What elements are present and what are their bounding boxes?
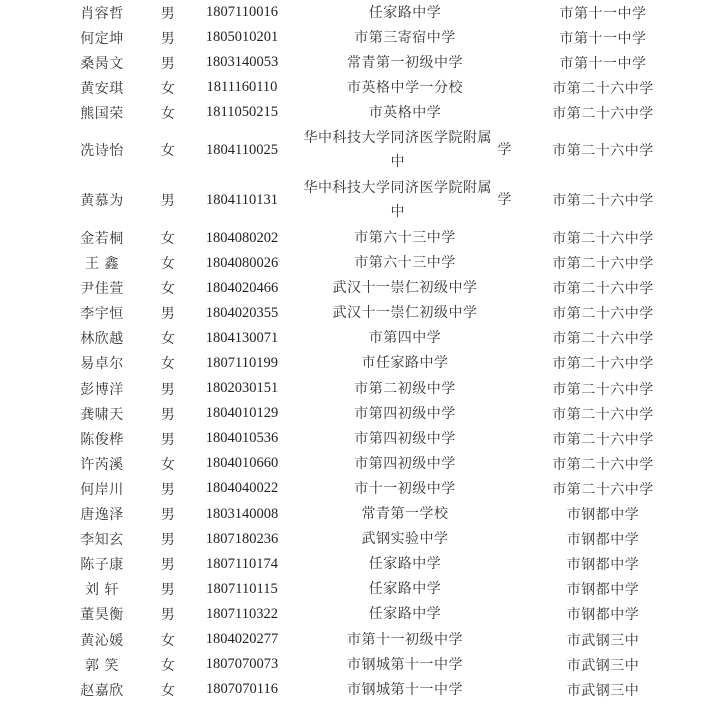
student-id: 1804110131 [206,191,278,208]
student-name: 何岸川 [80,481,124,498]
table-row [0,100,724,125]
student-id: 1807110174 [206,555,278,572]
table-row [0,351,724,376]
student-name: 何定坤 [80,30,124,47]
origin-school: 市钢城第十一中学 [347,656,463,673]
student-name: 桑昺文 [80,55,124,72]
table-row [0,602,724,627]
student-gender: 男 [160,381,176,398]
table-row [0,552,724,577]
student-gender: 男 [160,532,176,549]
student-id: 1804010536 [205,430,279,447]
table-row [0,25,724,50]
origin-school: 市钢城第十一中学 [347,681,463,698]
origin-school: 市英格中学 [368,104,442,121]
target-school: 市武钢三中 [566,657,640,674]
origin-school: 市任家路中学 [361,355,449,372]
student-id: 1803140008 [205,505,279,522]
student-name: 董昊衡 [80,607,124,624]
origin-school: 市第四初级中学 [354,455,456,472]
origin-school: 市第六十三中学 [354,230,456,247]
student-gender: 男 [160,557,176,574]
origin-school-line: 学 [497,192,512,209]
origin-school: 任家路中学 [368,556,442,573]
student-id: 1803140053 [205,54,279,71]
student-gender: 男 [160,431,176,448]
target-school: 市第二十六中学 [552,193,654,210]
target-school: 市第二十六中学 [552,481,654,498]
student-name: 陈俊桦 [80,431,124,448]
origin-school: 武汉十一崇仁初级中学 [332,280,478,297]
student-gender: 男 [160,306,176,323]
origin-school: 常青第一学校 [361,506,449,523]
origin-school: 武钢实验中学 [361,531,449,548]
table-row [0,502,724,527]
student-id: 1807110322 [206,605,278,622]
student-gender: 女 [160,231,176,248]
student-name: 龚啸天 [80,406,124,423]
student-gender: 男 [160,481,176,498]
table-row [0,276,724,301]
origin-school-line: 华中科技大学同济医学院附属中 [303,180,492,221]
student-name: 刘 轩 [85,582,119,599]
student-gender: 男 [160,30,176,47]
student-name: 王 鑫 [85,256,119,273]
student-id: 1804110025 [206,141,278,158]
student-gender: 男 [160,582,176,599]
target-school: 市第二十六中学 [552,105,654,122]
table-row [0,50,724,75]
student-id: 1807070116 [206,681,278,698]
student-id: 1811160110 [206,79,278,96]
table-row [0,652,724,677]
student-id: 1807110115 [206,580,278,597]
origin-school: 市第四中学 [368,330,442,347]
table-row [0,401,724,426]
student-id: 1811050215 [206,104,278,121]
student-id: 1804080202 [205,229,279,246]
table-row [0,125,724,175]
student-gender: 男 [160,193,176,210]
target-school: 市第二十六中学 [552,381,654,398]
table-row [0,577,724,602]
student-id: 1804010660 [205,455,279,472]
origin-school-line: 学 [497,142,512,159]
origin-school [298,175,512,225]
target-school: 市武钢三中 [566,632,640,649]
student-name: 李知玄 [80,532,124,549]
student-gender: 男 [160,607,176,624]
origin-school-line: 华中科技大学同济医学院附属中 [303,130,492,171]
student-gender: 男 [160,5,176,22]
student-gender: 女 [160,657,176,674]
target-school: 市钢都中学 [566,582,640,599]
origin-school [298,125,512,175]
student-name: 金若桐 [80,231,124,248]
student-name: 尹佳萱 [80,281,124,298]
student-gender: 女 [160,682,176,699]
student-gender: 女 [160,632,176,649]
target-school: 市钢都中学 [566,532,640,549]
origin-school: 市第四初级中学 [354,405,456,422]
table-row [0,476,724,501]
table-row [0,75,724,100]
student-id: 1807070073 [205,656,279,673]
student-id: 1802030151 [205,380,279,397]
table-row [0,225,724,250]
student-id: 1804020355 [205,304,279,321]
target-school: 市第十一中学 [559,55,647,72]
target-school: 市第十一中学 [559,30,647,47]
student-name: 郭 笑 [85,657,119,674]
student-id: 1804080026 [205,254,279,271]
student-gender: 男 [160,507,176,524]
target-school: 市第二十六中学 [552,406,654,423]
student-gender: 女 [160,105,176,122]
student-id: 1804020466 [205,279,279,296]
student-id: 1804020277 [205,631,279,648]
student-gender: 男 [160,55,176,72]
table-row [0,326,724,351]
student-name: 李宇恒 [80,306,124,323]
student-name: 林欣越 [80,331,124,348]
target-school: 市第二十六中学 [552,80,654,97]
target-school: 市第二十六中学 [552,281,654,298]
student-gender: 女 [160,356,176,373]
student-id: 1807110199 [206,354,278,371]
student-name: 唐逸泽 [80,507,124,524]
target-school: 市第二十六中学 [552,331,654,348]
table-row [0,677,724,702]
target-school: 市钢都中学 [566,557,640,574]
table-row [0,301,724,326]
origin-school: 市第六十三中学 [354,255,456,272]
table-row [0,627,724,652]
target-school: 市第二十六中学 [552,143,654,160]
student-name: 易卓尔 [80,356,124,373]
student-name: 黄慕为 [80,193,124,210]
student-gender: 女 [160,456,176,473]
origin-school: 市英格中学一分校 [347,79,463,96]
student-name: 彭博洋 [80,381,124,398]
target-school: 市武钢三中 [566,682,640,699]
target-school: 市第二十六中学 [552,306,654,323]
student-gender: 女 [160,281,176,298]
student-gender: 女 [160,80,176,97]
origin-school: 市第四初级中学 [354,430,456,447]
target-school: 市第十一中学 [559,5,647,22]
table-row [0,527,724,552]
student-gender: 女 [160,256,176,273]
student-gender: 男 [160,406,176,423]
student-id: 1805010201 [205,29,279,46]
origin-school: 任家路中学 [368,4,442,21]
student-id: 1804130071 [205,329,279,346]
student-gender: 女 [160,331,176,348]
student-name: 陈子康 [80,557,124,574]
origin-school: 任家路中学 [368,581,442,598]
target-school: 市第二十六中学 [552,431,654,448]
origin-school: 常青第一初级中学 [347,54,463,71]
student-name: 黄安琪 [80,80,124,97]
student-name: 熊国荣 [80,105,124,122]
target-school: 市第二十六中学 [552,456,654,473]
table-row [0,0,724,25]
origin-school: 市第十一初级中学 [347,631,463,648]
origin-school: 市第二初级中学 [354,380,456,397]
student-gender: 女 [160,143,176,160]
target-school: 市钢都中学 [566,607,640,624]
student-name: 冼诗怡 [80,143,124,160]
table-row [0,251,724,276]
student-name: 肖容哲 [80,5,124,22]
target-school: 市第二十六中学 [552,356,654,373]
target-school: 市第二十六中学 [552,256,654,273]
table-row [0,376,724,401]
origin-school: 市第三寄宿中学 [354,29,456,46]
origin-school: 市十一初级中学 [354,480,456,497]
origin-school: 任家路中学 [368,606,442,623]
student-id: 1807180236 [205,530,279,547]
table-row [0,175,724,225]
origin-school: 武汉十一崇仁初级中学 [332,305,478,322]
student-id: 1807110016 [206,4,278,21]
student-id: 1804010129 [205,405,279,422]
target-school: 市钢都中学 [566,507,640,524]
table-row [0,451,724,476]
student-name: 许芮溪 [80,456,124,473]
student-name: 黄沁媛 [80,632,124,649]
target-school: 市第二十六中学 [552,231,654,248]
student-name: 赵嘉欣 [80,682,124,699]
table-row [0,426,724,451]
student-id: 1804040022 [205,480,279,497]
